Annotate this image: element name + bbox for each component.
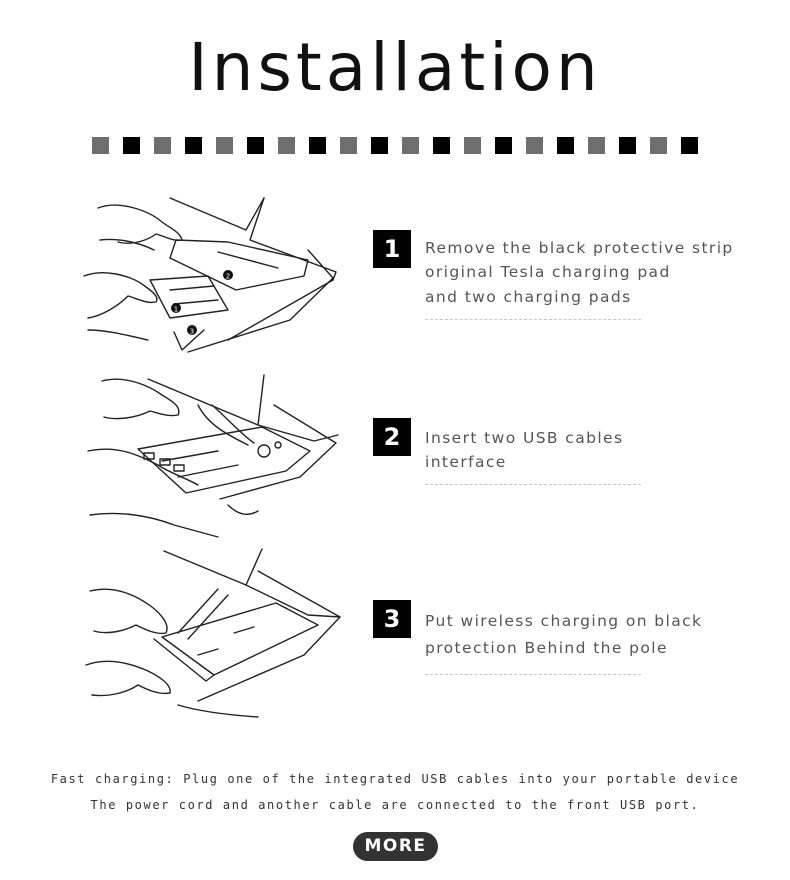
divider-square: [123, 137, 140, 154]
divider-square: [216, 137, 233, 154]
step-text-line: Remove the black protective strip: [425, 239, 734, 257]
fast-charging-note: Fast charging: Plug one of the integrated USB cables into your portable device: [50, 772, 740, 786]
divider-square: [402, 137, 419, 154]
step-number-badge: 1: [373, 230, 411, 268]
divider-square: [278, 137, 295, 154]
step-description: [425, 429, 623, 477]
divider-square: [681, 137, 698, 154]
divider-square: [154, 137, 171, 154]
step-text-line: original Tesla charging pad: [425, 263, 671, 281]
step-1: [373, 230, 773, 330]
dashed-separator: [425, 674, 641, 675]
step-number-badge: 2: [373, 418, 411, 456]
step-number-badge: 3: [373, 600, 411, 638]
divider-square: [619, 137, 636, 154]
step-text-line: and two charging pads: [425, 288, 632, 306]
step-text-line: protection Behind the pole: [425, 639, 668, 657]
divider-square: [588, 137, 605, 154]
step-2-illustration: [78, 365, 348, 540]
dashed-separator: [425, 319, 641, 320]
step-description: [425, 612, 702, 663]
divider-square: [650, 137, 667, 154]
divider-square: [464, 137, 481, 154]
divider-square: [557, 137, 574, 154]
divider-square: [185, 137, 202, 154]
step-text-line: Insert two USB cables: [425, 429, 624, 447]
divider-square: [371, 137, 388, 154]
dashed-separator: [425, 484, 641, 485]
step-3-illustration: [78, 545, 348, 725]
step-3: [373, 600, 773, 690]
callout-3-label: 3: [189, 327, 195, 336]
power-cord-note: The power cord and another cable are connected to the front USB port.: [90, 798, 700, 812]
divider-square: [495, 137, 512, 154]
decorative-square-divider: [92, 137, 702, 154]
more-button[interactable]: MORE: [353, 832, 438, 861]
divider-square: [526, 137, 543, 154]
callout-1-label: 1: [173, 305, 179, 314]
page-title: Installation: [188, 29, 602, 106]
divider-square: [309, 137, 326, 154]
step-text-line: interface: [425, 453, 507, 471]
step-2: [373, 418, 773, 498]
divider-square: [433, 137, 450, 154]
callout-2-label: 2: [225, 272, 231, 281]
step-1-illustration: [78, 180, 348, 360]
step-text-line: Put wireless charging on black: [425, 612, 703, 630]
step-description: [425, 239, 734, 312]
divider-square: [247, 137, 264, 154]
divider-square: [340, 137, 357, 154]
divider-square: [92, 137, 109, 154]
